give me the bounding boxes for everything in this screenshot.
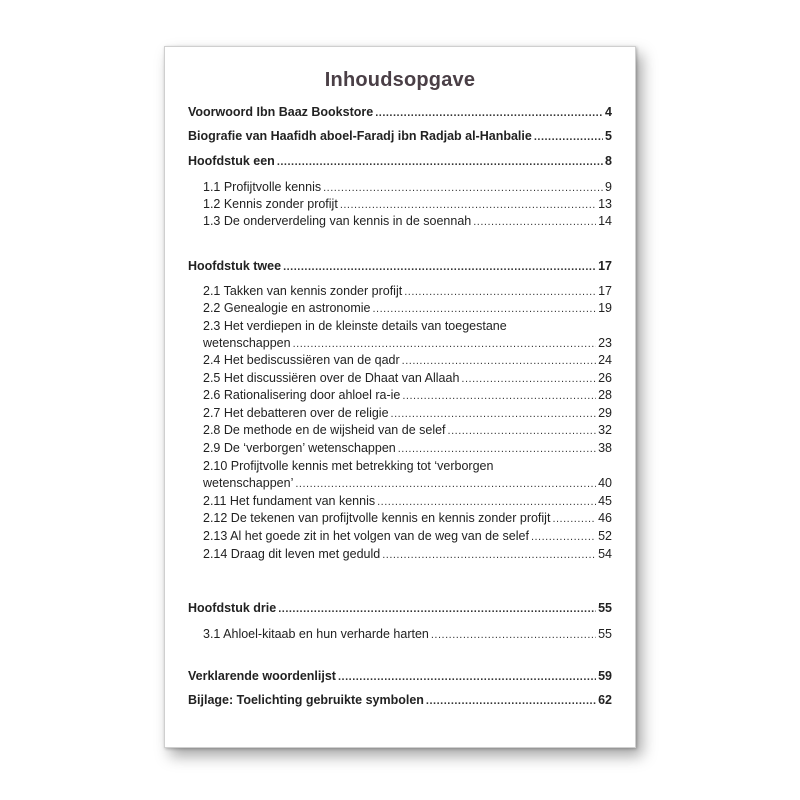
document-page xyxy=(164,46,636,748)
toc-entry xyxy=(203,627,612,641)
toc-entry-page: 9 xyxy=(605,180,612,194)
leader-dots xyxy=(402,390,596,402)
toc-entry-text: 2.11 Het fundament van kennis xyxy=(203,494,376,508)
toc-entry-page: 52 xyxy=(598,529,612,543)
page-title: Inhoudsopgave xyxy=(324,69,476,91)
toc-entry-text: 2.2 Genealogie en astronomie xyxy=(203,301,371,315)
toc-entry xyxy=(188,154,612,168)
toc-entry-page: 26 xyxy=(598,371,612,385)
toc-entry-page: 54 xyxy=(598,547,612,561)
leader-dots xyxy=(431,629,596,641)
toc-entry xyxy=(203,423,612,437)
toc-entry xyxy=(203,371,612,385)
toc-entry-page: 55 xyxy=(598,601,612,615)
toc-entry-text: Hoofdstuk twee xyxy=(188,259,282,273)
toc-entry-page: 38 xyxy=(598,441,612,455)
toc-entry-text: 2.5 Het discussiëren over de Dhaat van Allaah xyxy=(203,371,460,385)
toc-entry-text: 2.3 Het verdiepen in de kleinste details van toegestane xyxy=(203,319,507,333)
toc-entry-page: 4 xyxy=(605,105,612,119)
leader-dots xyxy=(372,303,596,315)
leader-dots xyxy=(382,549,596,561)
toc-entry xyxy=(188,693,612,707)
toc-entry-page: 46 xyxy=(598,511,612,525)
toc-entry-text: Verklarende woordenlijst xyxy=(188,669,336,683)
toc-entry-text: 2.6 Rationalisering door ahloel ra-ie xyxy=(203,388,401,402)
toc-entry-page: 40 xyxy=(598,476,612,490)
toc-entry-page: 5 xyxy=(605,129,612,143)
leader-dots xyxy=(534,131,603,143)
toc-entry xyxy=(203,476,612,490)
toc-entry-page: 19 xyxy=(598,301,612,315)
toc-entry xyxy=(203,547,612,561)
toc-entry-page: 32 xyxy=(598,423,612,437)
toc-entry-text: 2.9 De ‘verborgen’ wetenschappen xyxy=(203,441,396,455)
toc-entry xyxy=(203,336,612,350)
leader-dots xyxy=(340,199,596,211)
leader-dots xyxy=(402,355,596,367)
toc-entry-page: 17 xyxy=(598,259,612,273)
toc-entry-text: 2.7 Het debatteren over de religie xyxy=(203,406,389,420)
toc-entry-text: 2.13 Al het goede zit in het volgen van de weg van de selef xyxy=(203,529,529,543)
leader-dots xyxy=(448,425,597,437)
leader-dots xyxy=(531,531,596,543)
toc-entry xyxy=(203,197,612,211)
toc-entry-page: 24 xyxy=(598,353,612,367)
toc-entry-page: 17 xyxy=(598,284,612,298)
leader-dots xyxy=(426,695,596,707)
leader-dots xyxy=(552,513,596,525)
toc-entry xyxy=(203,441,612,455)
toc-entry xyxy=(188,601,612,615)
toc-entry-text: Voorwoord Ibn Baaz Bookstore xyxy=(188,105,374,119)
toc-entry xyxy=(203,180,612,194)
leader-dots xyxy=(338,671,596,683)
toc-entry-text: 2.10 Profijtvolle kennis met betrekking tot ‘verborgen xyxy=(203,459,494,473)
toc-entry xyxy=(203,494,612,508)
toc-entry-text: 1.2 Kennis zonder profijt xyxy=(203,197,338,211)
toc-entry-page: 8 xyxy=(605,154,612,168)
toc-entry xyxy=(203,406,612,420)
toc-entry-text: 1.3 De onderverdeling van kennis in de soennah xyxy=(203,214,472,228)
toc-entry xyxy=(188,259,612,273)
toc-entry-page: 23 xyxy=(598,336,612,350)
toc-entry-page: 62 xyxy=(598,693,612,707)
toc-entry-page: 13 xyxy=(598,197,612,211)
toc-entry xyxy=(203,529,612,543)
toc-entry-text: wetenschappen xyxy=(203,336,291,350)
toc-entry-text: 2.1 Takken van kennis zonder profijt xyxy=(203,284,403,298)
toc-entry-text: Hoofdstuk drie xyxy=(188,601,277,615)
toc-entry xyxy=(203,214,612,228)
toc-entry-text: 2.12 De tekenen van profijtvolle kennis en kennis zonder profijt xyxy=(203,511,551,525)
leader-dots xyxy=(375,107,603,119)
toc-entry-page: 14 xyxy=(598,214,612,228)
toc-entry xyxy=(188,105,612,119)
leader-dots xyxy=(293,338,597,350)
toc-entry xyxy=(203,353,612,367)
toc-entry-text: Hoofdstuk een xyxy=(188,154,275,168)
toc-entry-text: 2.4 Het bediscussiëren van de qadr xyxy=(203,353,400,367)
toc-entry-page: 28 xyxy=(598,388,612,402)
toc-entry-text: wetenschappen’ xyxy=(203,476,294,490)
toc-entry-page: 59 xyxy=(598,669,612,683)
toc-entry xyxy=(203,511,612,525)
toc-entry xyxy=(203,388,612,402)
toc-entry xyxy=(188,129,612,143)
leader-dots xyxy=(323,182,603,194)
leader-dots xyxy=(473,216,596,228)
toc-entry xyxy=(203,284,612,298)
leader-dots xyxy=(461,373,596,385)
leader-dots xyxy=(391,408,597,420)
leader-dots xyxy=(295,478,596,490)
leader-dots xyxy=(404,286,596,298)
toc-entry-text: 3.1 Ahloel-kitaab en hun verharde harten xyxy=(203,627,429,641)
toc-entry-page: 29 xyxy=(598,406,612,420)
toc-entry-text: 2.14 Draag dit leven met geduld xyxy=(203,547,381,561)
leader-dots xyxy=(277,156,603,168)
toc-entry-page: 55 xyxy=(598,627,612,641)
toc-entry xyxy=(203,301,612,315)
toc-entry-page: 45 xyxy=(598,494,612,508)
toc-entry-text: Biografie van Haafidh aboel-Faradj ibn Radjab al-Hanbalie xyxy=(188,129,532,143)
leader-dots xyxy=(398,443,596,455)
toc-entry-text: Bijlage: Toelichting gebruikte symbolen xyxy=(188,693,424,707)
toc-entry-text: 2.8 De methode en de wijsheid van de selef xyxy=(203,423,446,437)
toc-entry-text: 1.1 Profijtvolle kennis xyxy=(203,180,322,194)
leader-dots xyxy=(283,261,596,273)
toc-entry xyxy=(188,669,612,683)
leader-dots xyxy=(377,496,596,508)
leader-dots xyxy=(278,603,596,615)
